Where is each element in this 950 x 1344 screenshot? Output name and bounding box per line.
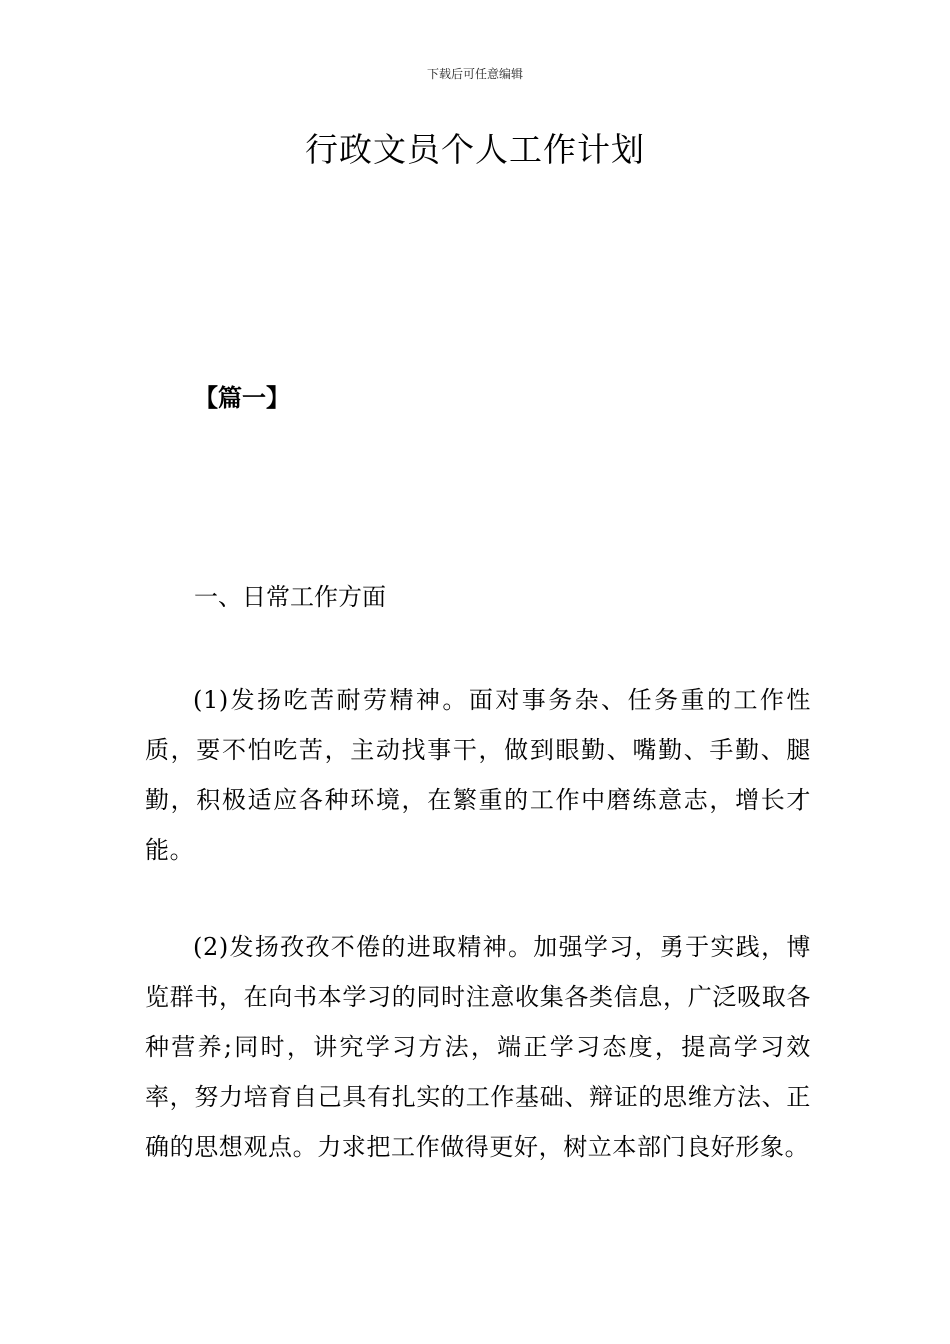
header-note: 下载后可任意编辑 (426, 67, 523, 81)
paragraph-2: (2)发扬孜孜不倦的进取精神。加强学习，勇于实践，博览群书，在向书本学习的同时注意收集各类信息，广泛吸取各种营养;同时，讲究学习方法，端正学习态度，提高学习效率，努力培育自己具有扎实的工作基础、辩证的思维方法、正确的思想观点。力求把工作做得更好，树立本部门良好形象。 (145, 933, 811, 1161)
section-label: 【篇一】 (194, 383, 290, 412)
document-title: 行政文员个人工作计划 (305, 130, 645, 169)
section-heading: 一、日常工作方面 (194, 583, 386, 611)
paragraph-1: (1)发扬吃苦耐劳精神。面对事务杂、任务重的工作性质，要不怕吃苦，主动找事干，做到眼勤、嘴勤、手勤、腿勤，积极适应各种环境，在繁重的工作中磨练意志，增长才能。 (145, 686, 811, 864)
